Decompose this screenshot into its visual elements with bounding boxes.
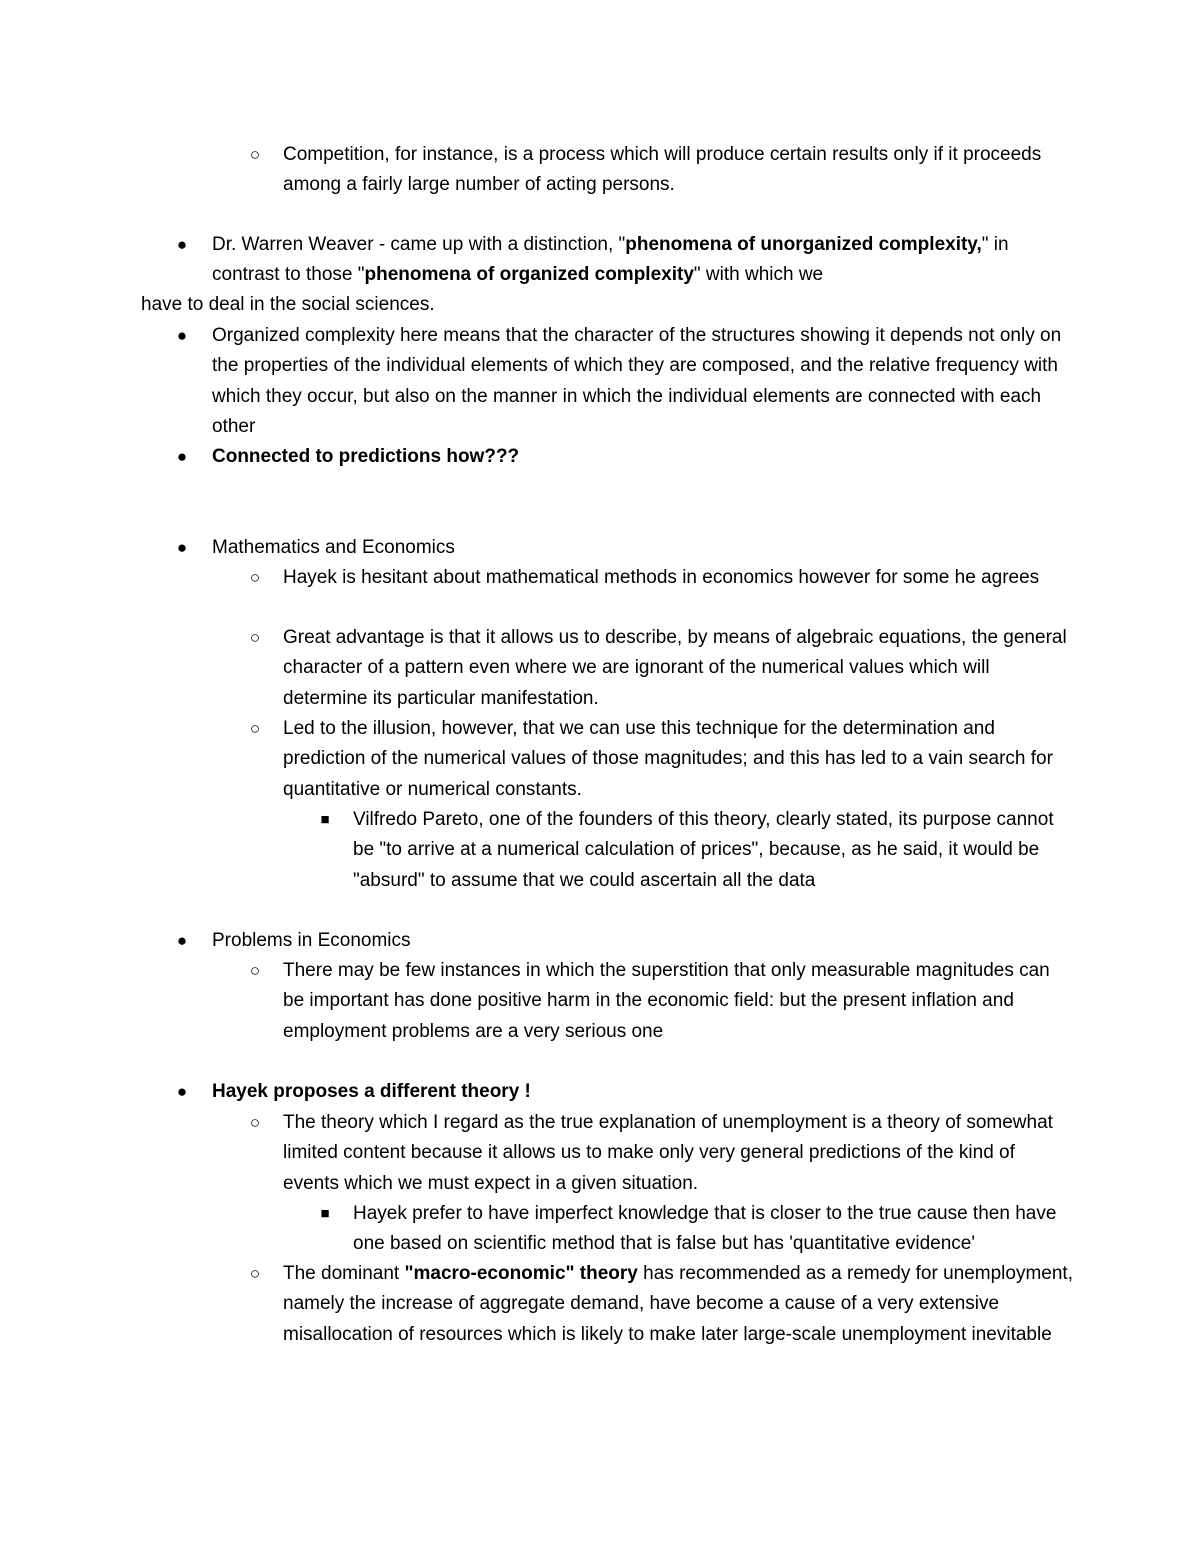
competition-item: Competition, for instance, is a process which will produce certain results only if it proceeds among a fairly large number of acting persons. — [283, 144, 1042, 196]
macro-bold: "macro-economic" theory — [404, 1263, 638, 1284]
hollow-circle-bullet-icon: ○ — [249, 145, 261, 164]
hollow-circle-bullet-icon: ○ — [249, 1113, 261, 1132]
weaver-text-2: " in contrast to those " — [212, 234, 1009, 286]
predictions-item: Connected to predictions how??? — [212, 446, 520, 467]
weaver-bold-unorganized: phenomena of unorganized complexity, — [625, 234, 982, 255]
square-bullet-icon: ■ — [320, 811, 330, 828]
solid-circle-bullet-icon: ● — [176, 326, 188, 345]
math-heading: Mathematics and Economics — [212, 537, 455, 558]
hollow-circle-bullet-icon: ○ — [249, 628, 261, 647]
weaver-bold-organized: phenomena of organized complexity — [364, 264, 694, 286]
square-bullet-icon: ■ — [320, 1205, 330, 1222]
hayek-item-theory: The theory which I regard as the true explanation of unemployment is a theory of somewhat limited content because it allows us to make only very general predictions of the kind of events which we must expect in a given situation. — [283, 1112, 1053, 1194]
problems-heading: Problems in Economics — [212, 930, 411, 951]
solid-circle-bullet-icon: ● — [176, 235, 188, 254]
weaver-text-1: Dr. Warren Weaver - came up with a distinction, " — [212, 234, 626, 255]
weaver-item — [212, 230, 1072, 291]
math-subitem-pareto: Vilfredo Pareto, one of the founders of this theory, clearly stated, its purpose cannot be "to arrive at a numerical calculation of prices", because, as he said, it would be "absurd" to assume that we could ascertain all the data — [353, 809, 1054, 891]
hollow-circle-bullet-icon: ○ — [249, 961, 261, 980]
solid-circle-bullet-icon: ● — [176, 931, 188, 950]
math-item-advantage: Great advantage is that it allows us to describe, by means of algebraic equations, the general character of a pattern even where we are ignorant of the numerical values which will determine its particular manifestation. — [283, 627, 1067, 709]
macro-text-pre: The dominant — [283, 1263, 405, 1284]
hayek-item-macro — [283, 1259, 1073, 1350]
math-item-illusion: Led to the illusion, however, that we can use this technique for the determination and prediction of the numerical values of those magnitudes; and this has led to a vain search for quantitative or numerical constants. — [283, 718, 1053, 800]
hollow-circle-bullet-icon: ○ — [249, 719, 261, 738]
hollow-circle-bullet-icon: ○ — [249, 568, 261, 587]
macro-text-post: has recommended as a remedy for unemployment, namely the increase of aggregate demand, have become a cause of a very extensive misallocation of resources which is likely to make later large-scale unemployment inevitable — [283, 1263, 1073, 1345]
solid-circle-bullet-icon: ● — [176, 447, 188, 466]
hayek-subitem-knowledge: Hayek prefer to have imperfect knowledge that is closer to the true cause then have one based on scientific method that is false but has 'quantitative evidence' — [353, 1203, 1057, 1255]
solid-circle-bullet-icon: ● — [176, 1082, 188, 1101]
solid-circle-bullet-icon: ● — [176, 538, 188, 557]
organized-complexity-item: Organized complexity here means that the character of the structures showing it depends not only on the properties of the individual elements of which they are composed, and the relative frequency with which they occur, but also on the manner in which the individual elements are connected with each other — [212, 325, 1062, 437]
math-item-hesitant: Hayek is hesitant about mathematical methods in economics however for some he agrees — [283, 567, 1040, 588]
hayek-heading: Hayek proposes a different theory ! — [212, 1081, 531, 1102]
weaver-text-3: " with which we — [693, 264, 824, 286]
weaver-continuation: have to deal in the social sciences. — [141, 294, 435, 315]
problems-item: There may be few instances in which the superstition that only measurable magnitudes can be important has done positive harm in the economic field: but the present inflation and employment problems are a very serious one — [283, 960, 1050, 1042]
hollow-circle-bullet-icon: ○ — [249, 1264, 261, 1283]
